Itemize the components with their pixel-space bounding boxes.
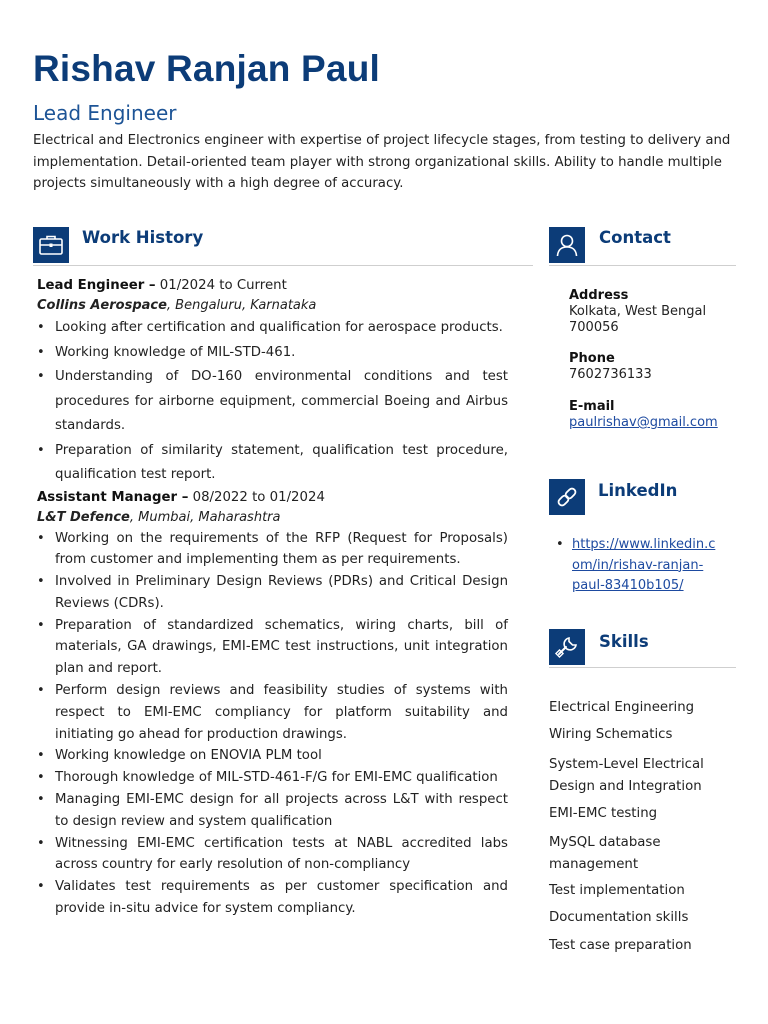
skills-heading: Skills	[599, 632, 649, 651]
bullet-marker: •	[556, 537, 564, 552]
job-bullet: • Working on the requirements of the RFP (Request for Proposals) from customer and implementing them as per requirements.	[37, 528, 508, 572]
email-link[interactable]: paulrishav@gmail.com	[569, 415, 718, 430]
skill-item: Wiring Schematics	[549, 727, 673, 742]
job-location: , Bengaluru, Karnataka	[166, 298, 317, 313]
contact-details	[569, 287, 739, 431]
job-title-line	[37, 488, 508, 507]
job-bullet: • Looking after certification and qualification for aerospace products.	[37, 316, 508, 341]
address-label: Address	[569, 288, 629, 303]
linkedin-heading: LinkedIn	[598, 481, 678, 500]
job-bullet: • Understanding of DO-160 environmental conditions and test procedures for airborne equipment, commercial Boeing and Airbus standards.	[37, 365, 508, 439]
phone-label: Phone	[569, 351, 615, 366]
linkedin-url[interactable]	[556, 535, 736, 597]
candidate-name: Rishav Ranjan Paul	[33, 48, 380, 89]
address-line-1: Kolkata, West Bengal	[569, 304, 707, 319]
email-label: E-mail	[569, 399, 615, 414]
work-history-heading: Work History	[82, 228, 204, 247]
job-dates: 08/2022 to 01/2024	[188, 489, 325, 505]
job-bullets	[37, 316, 508, 488]
skill-item: Test implementation	[549, 883, 685, 898]
skill-item: System-Level Electrical Design and Integration	[549, 757, 704, 794]
link-icon	[549, 479, 585, 515]
job-title-line	[37, 276, 508, 295]
job-title: Lead Engineer –	[37, 278, 156, 293]
skill-item: Test case preparation	[549, 938, 692, 953]
job-bullet: • Preparation of similarity statement, qualification test procedure, qualification test report.	[37, 439, 508, 488]
job-bullet: • Preparation of standardized schematics, wiring charts, bill of materials, GA drawings, EMI-EMC test instructions, unit integration plan and report.	[37, 615, 508, 680]
job-bullet: • Involved in Preliminary Design Reviews (PDRs) and Critical Design Reviews (CDRs).	[37, 571, 508, 615]
linkedin-url-line[interactable]: https://www.linkedin.c	[572, 537, 716, 552]
skill-item: MySQL database management	[549, 835, 661, 872]
job-bullet: • Validates test requirements as per customer specification and provide in-situ advice for system compliancy.	[37, 876, 508, 920]
job-bullet: • Witnessing EMI-EMC certification tests at NABL accredited labs across country for early resolution of non-compliancy	[37, 833, 508, 877]
person-icon	[549, 227, 585, 263]
job-company: Collins Aerospace	[37, 298, 167, 313]
job-entry	[37, 488, 508, 920]
briefcase-icon	[33, 227, 69, 263]
job-title: Assistant Manager –	[37, 489, 189, 505]
skill-item: Electrical Engineering	[549, 700, 695, 715]
skills-divider	[549, 667, 736, 668]
contact-heading: Contact	[599, 228, 671, 247]
job-company-line	[37, 295, 508, 316]
candidate-role: Lead Engineer	[33, 101, 177, 125]
skills-icon	[549, 629, 585, 665]
job-location: , Mumbai, Maharashtra	[129, 509, 281, 525]
work-history-divider	[33, 265, 533, 266]
job-bullet: • Thorough knowledge of MIL-STD-461-F/G for EMI-EMC qualification	[37, 767, 508, 789]
job-bullets	[37, 528, 508, 920]
phone-value: 7602736133	[569, 367, 652, 382]
job-dates: 01/2024 to Current	[155, 278, 287, 293]
skill-item: EMI-EMC testing	[549, 806, 658, 821]
job-company: L&T Defence	[37, 509, 130, 525]
address-line-2: 700056	[569, 320, 619, 335]
job-company-line	[37, 507, 508, 528]
linkedin-url-line[interactable]: om/in/rishav-ranjan-	[572, 557, 704, 573]
skill-item: Documentation skills	[549, 910, 689, 925]
linkedin-url-line[interactable]: paul-83410b105/	[572, 578, 684, 593]
job-entry	[37, 276, 508, 488]
job-bullet: • Working knowledge on ENOVIA PLM tool	[37, 745, 508, 767]
professional-summary: Electrical and Electronics engineer with expertise of project lifecycle stages, from testing to delivery and implementation. Detail-oriented team player with strong organizational skills. Ability to handle multiple projects simultaneously with a high degree of accuracy.	[33, 133, 731, 191]
work-history-list	[37, 276, 508, 920]
job-bullet: • Perform design reviews and feasibility studies of systems with respect to EMI-EMC compliancy for platform suitability and initiating go ahead for production drawings.	[37, 680, 508, 745]
contact-divider	[549, 265, 736, 266]
job-bullet: • Managing EMI-EMC design for all projects across L&T with respect to design review and system qualification	[37, 789, 508, 833]
job-bullet: • Working knowledge of MIL-STD-461.	[37, 341, 508, 366]
linkedin-url-item	[556, 535, 736, 597]
